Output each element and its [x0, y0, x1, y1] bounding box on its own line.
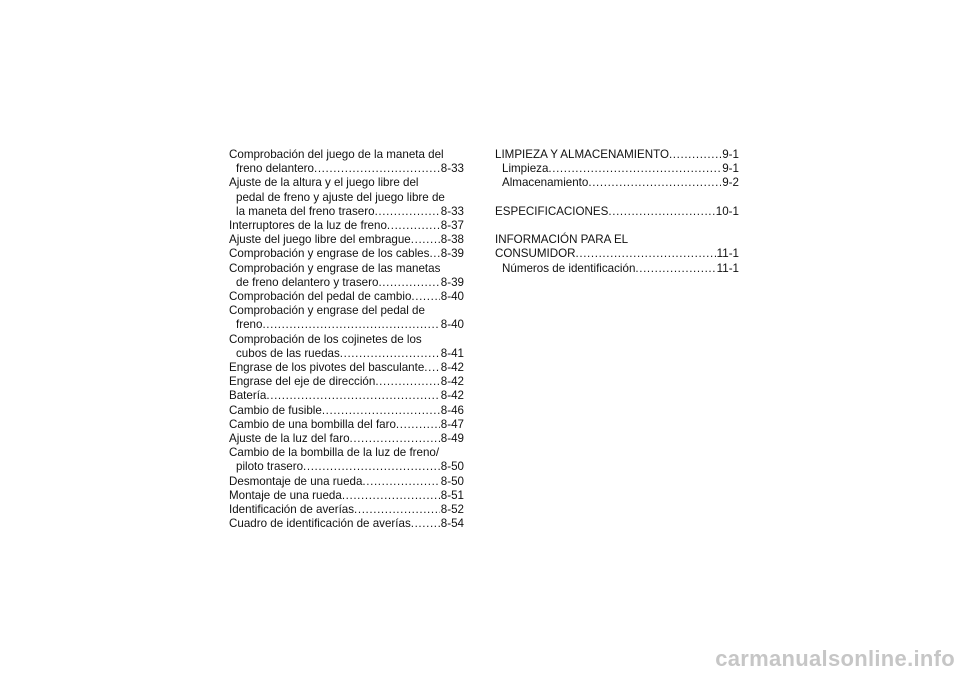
toc-entry-text: Engrase del eje de dirección [229, 375, 376, 389]
toc-entry-page: 8-51 [440, 488, 464, 502]
toc-entry[interactable] [229, 262, 464, 290]
toc-entry[interactable] [229, 446, 464, 474]
leader-dots [266, 389, 439, 403]
toc-chapter-specs[interactable] [495, 205, 739, 219]
toc-entry-page: 8-38 [440, 233, 464, 247]
toc-entry-page: 8-46 [440, 403, 464, 417]
toc-entry-page: 11-1 [716, 261, 739, 275]
leader-dots [576, 247, 716, 261]
toc-entry[interactable] [229, 361, 464, 375]
toc-entry-text: Ajuste de la luz del faro [229, 432, 350, 446]
toc-entry[interactable] [229, 148, 464, 176]
toc-entry-page: 8-42 [440, 375, 464, 389]
chapter-page: 10-1 [715, 204, 739, 218]
leader-dots [375, 375, 439, 389]
chapter-title: ESPECIFICACIONES [495, 204, 609, 218]
toc-entry-text: Batería [229, 389, 267, 403]
toc-entry-text: pedal de freno y ajuste del juego libre de [236, 190, 445, 204]
toc-entry[interactable] [229, 503, 464, 517]
toc-entry[interactable] [229, 475, 464, 489]
toc-left-column [229, 148, 464, 531]
leader-dots [354, 503, 440, 517]
toc-entry-page: 8-54 [440, 517, 464, 531]
toc-entry-text: Cambio de fusible [229, 403, 322, 417]
toc-entry-text: Montaje de una rueda [229, 488, 342, 502]
leader-dots [635, 262, 715, 276]
toc-entry[interactable] [229, 176, 464, 219]
toc-entry-text: Comprobación del juego de la maneta del [229, 148, 444, 161]
toc-entry-text: freno delantero [236, 162, 314, 176]
toc-entry-page: 8-52 [440, 503, 464, 517]
toc-entry-text: la maneta del freno trasero [236, 204, 375, 218]
toc-chapter-consumer[interactable] [495, 233, 739, 261]
toc-entry[interactable] [229, 517, 464, 531]
leader-dots [342, 489, 440, 503]
toc-entry-text: Cambio de una bombilla del faro [229, 417, 396, 431]
toc-entry-text: Engrase de los pivotes del basculante [229, 361, 425, 375]
toc-entry[interactable] [229, 389, 464, 403]
chapter-title: LIMPIEZA Y ALMACENAMIENTO [495, 148, 669, 161]
toc-entry[interactable] [229, 375, 464, 389]
toc-entry-page: 8-49 [440, 432, 464, 446]
toc-right-column [495, 148, 739, 276]
toc-entry-page: 8-50 [440, 474, 464, 488]
toc-entry-page: 8-39 [440, 275, 464, 289]
toc-entry-text: cubos de las ruedas [236, 346, 340, 360]
leader-dots [411, 233, 440, 247]
toc-entry-text: Comprobación y engrase del pedal de [229, 304, 425, 318]
leader-dots [375, 205, 440, 219]
toc-entry-text: de freno delantero y trasero [236, 275, 379, 289]
toc-subentry[interactable] [495, 162, 739, 176]
leader-dots [322, 404, 440, 418]
toc-entry-page: 8-37 [440, 219, 464, 233]
toc-chapter-cleaning[interactable] [495, 148, 739, 162]
toc-entry[interactable] [229, 404, 464, 418]
chapter-page: 9-1 [722, 148, 739, 161]
toc-entry-text: Comprobación y engrase de los cables [229, 247, 430, 261]
toc-entry-page: 8-39 [440, 247, 464, 261]
toc-entry-text: Cambio de la bombilla de la luz de freno/ [229, 446, 440, 460]
toc-entry-page: 8-40 [440, 318, 464, 332]
leader-dots [608, 205, 714, 219]
leader-dots [411, 290, 439, 304]
toc-entry-page: 8-33 [440, 204, 464, 218]
toc-entry-page: 8-42 [440, 361, 464, 375]
toc-entry-page: 9-1 [722, 162, 739, 176]
toc-entry-text: Desmontaje de una rueda [229, 474, 363, 488]
leader-dots [350, 432, 440, 446]
leader-dots [669, 148, 721, 162]
toc-entry-page: 8-41 [440, 346, 464, 360]
leader-dots [387, 219, 440, 233]
toc-entry-page: 9-2 [722, 176, 739, 190]
toc-entry-page: 8-47 [440, 417, 464, 431]
toc-entry[interactable] [229, 304, 464, 332]
leader-dots [303, 460, 440, 474]
toc-subentry[interactable] [495, 262, 739, 276]
toc-entry-page: 8-42 [440, 389, 464, 403]
toc-entry-text: Comprobación y engrase de las manetas [229, 261, 441, 275]
toc-entry-text: Interruptores de la luz de freno [229, 219, 387, 233]
leader-dots [429, 247, 439, 261]
leader-dots [411, 517, 440, 531]
toc-entry-text: Comprobación del pedal de cambio [229, 290, 412, 304]
toc-entry[interactable] [229, 489, 464, 503]
toc-entry[interactable] [229, 333, 464, 361]
leader-dots [314, 162, 440, 176]
toc-entry-text: freno [236, 318, 263, 332]
toc-entry[interactable] [229, 290, 464, 304]
toc-entry[interactable] [229, 247, 464, 261]
toc-entry-text: Identificación de averías [229, 503, 355, 517]
toc-entry-text: Almacenamiento [502, 176, 589, 190]
toc-entry-text: Cuadro de identificación de averías [229, 517, 411, 531]
toc-entry[interactable] [229, 432, 464, 446]
toc-entry-text: Números de identificación [502, 261, 636, 275]
leader-dots [396, 418, 440, 432]
chapter-title: INFORMACIÓN PARA EL [495, 233, 629, 247]
toc-entry-text: Limpieza [502, 162, 549, 176]
leader-dots [548, 162, 721, 176]
leader-dots [362, 475, 439, 489]
leader-dots [262, 318, 439, 332]
toc-subentry[interactable] [495, 176, 739, 190]
leader-dots [340, 347, 440, 361]
watermark: carmanualsonline.info [715, 646, 955, 671]
leader-dots [378, 276, 439, 290]
toc-entry-page: 8-33 [440, 162, 464, 176]
toc-entry[interactable] [229, 418, 464, 432]
toc-entry[interactable] [229, 219, 464, 233]
chapter-title: CONSUMIDOR [495, 247, 576, 261]
leader-dots [588, 176, 721, 190]
toc-entry-text: Ajuste de la altura y el juego libre del [229, 176, 419, 190]
toc-entry-text: Ajuste del juego libre del embrague [229, 233, 411, 247]
toc-entry[interactable] [229, 233, 464, 247]
toc-entry-text: piloto trasero [236, 460, 304, 474]
chapter-page: 11-1 [716, 247, 739, 261]
toc-entry-page: 8-40 [440, 290, 464, 304]
toc-entry-page: 8-50 [440, 460, 464, 474]
leader-dots [424, 361, 439, 375]
toc-entry-text: Comprobación de los cojinetes de los [229, 332, 422, 346]
